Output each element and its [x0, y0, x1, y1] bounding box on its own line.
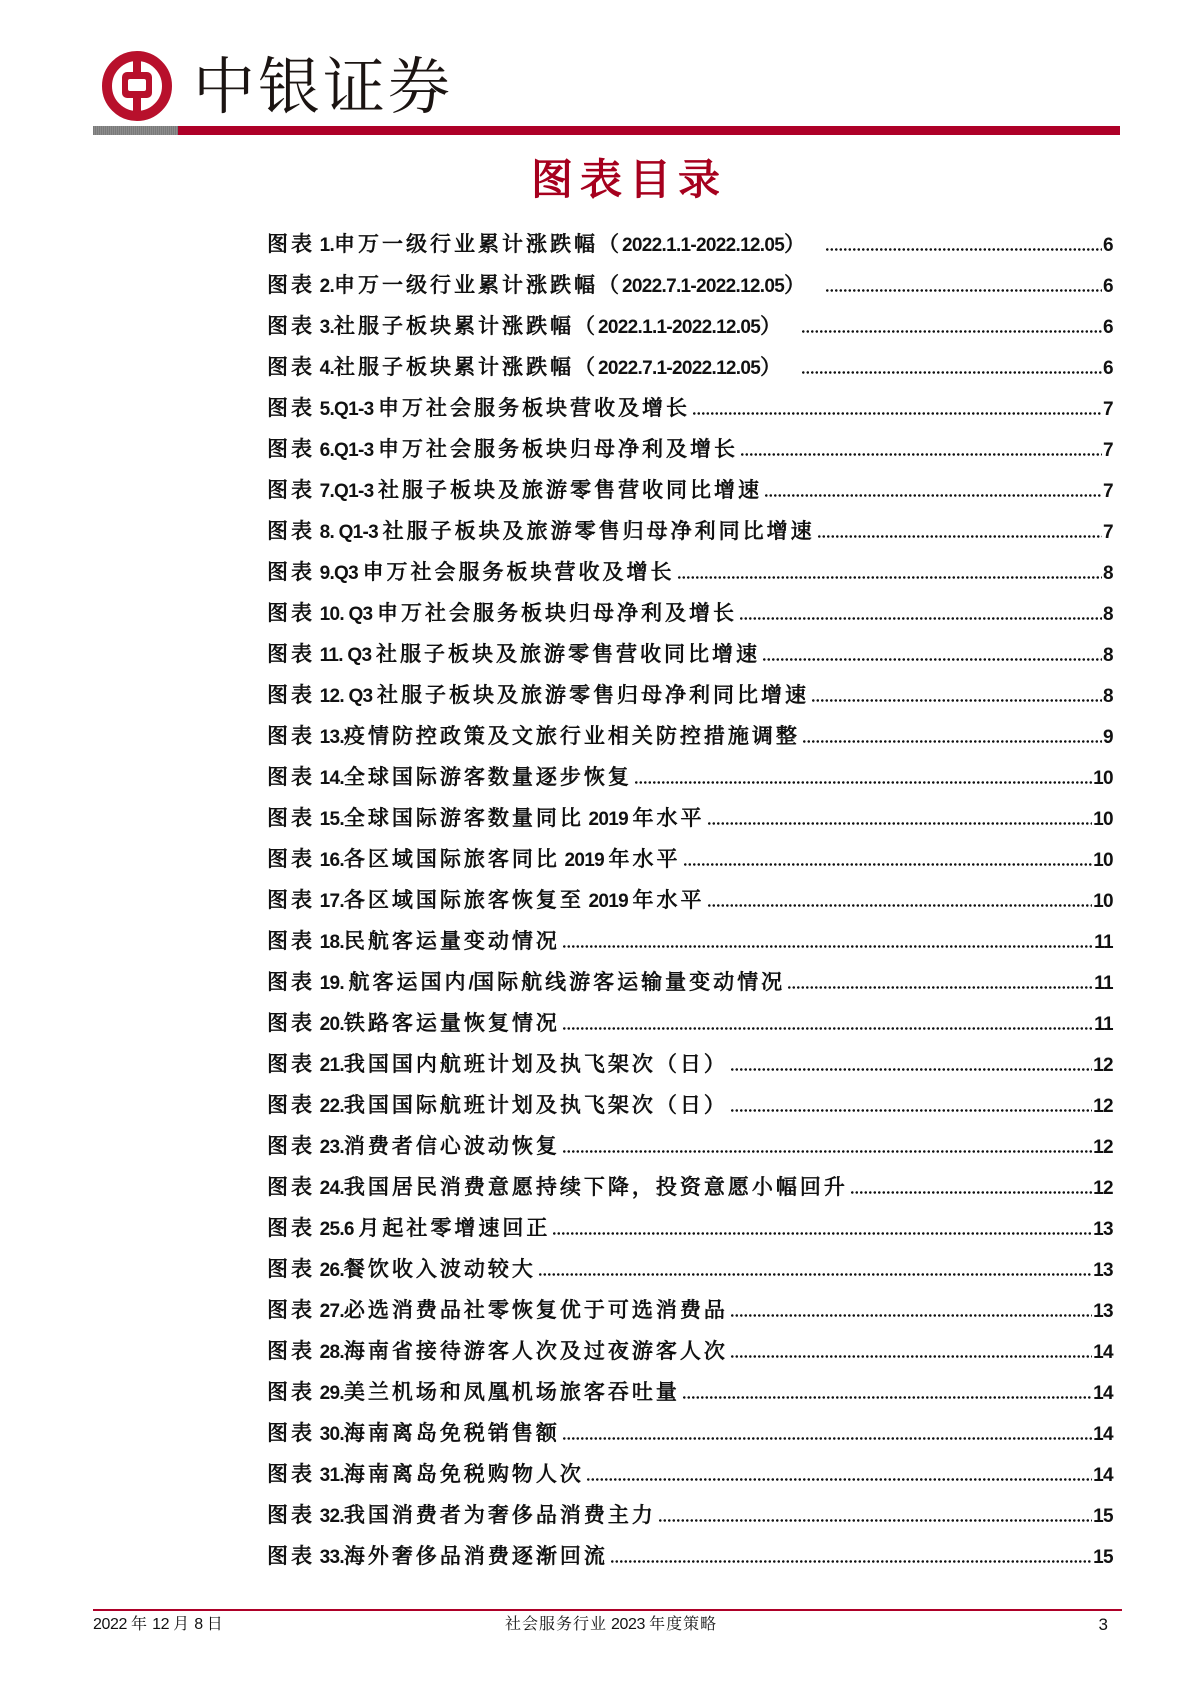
dot-leader [611, 1560, 1092, 1563]
toc-entry-label[interactable]: 图表 17.各区域国际旅客恢复至 2019 年水平 [267, 888, 705, 912]
toc-entry-label[interactable]: 图表 29.美兰机场和凤凰机场旅客吞吐量 [267, 1380, 680, 1404]
dot-leader [563, 1027, 1093, 1030]
dot-leader [708, 822, 1093, 825]
toc-entry-label[interactable]: 图表 28.海南省接待游客人次及过夜游客人次 [267, 1339, 728, 1363]
toc-entry-label[interactable]: 图表 15.全球国际游客数量同比 2019 年水平 [267, 806, 705, 830]
toc-entry-page[interactable]: 10 [1093, 768, 1113, 789]
toc-entry[interactable] [267, 224, 1113, 265]
toc-entry-label[interactable]: 图表 32.我国消费者为奢侈品消费主力 [267, 1503, 656, 1527]
dot-leader [731, 1109, 1092, 1112]
dot-leader [763, 658, 1102, 661]
toc-entry[interactable] [267, 1536, 1113, 1577]
toc-entry-page[interactable]: 7 [1103, 440, 1113, 461]
dot-leader [851, 1191, 1092, 1194]
toc-entry-page[interactable]: 11 [1094, 973, 1113, 994]
toc-entry-label[interactable]: 图表 4.社服子板块累计涨跌幅（2022.7.1-2022.12.05） [267, 355, 785, 379]
toc-entry-label[interactable]: 图表 21.我国国内航班计划及执飞架次（日） [267, 1052, 728, 1076]
company-name: 中银证券 [193, 54, 454, 122]
toc-entry-page[interactable]: 12 [1093, 1096, 1113, 1117]
toc-entry-label[interactable]: 图表 23.消费者信心波动恢复 [267, 1134, 560, 1158]
toc-entry-label[interactable]: 图表 25.6 月起社零增速回正 [267, 1216, 551, 1240]
toc-entry[interactable] [267, 1372, 1113, 1413]
toc-entry[interactable] [267, 880, 1113, 921]
toc-entry-label[interactable]: 图表 3.社服子板块累计涨跌幅（2022.1.1-2022.12.05） [267, 314, 785, 338]
toc-entry-label[interactable]: 图表 12. Q3 社服子板块及旅游零售归母净利同比增速 [267, 683, 809, 707]
toc-entry[interactable] [267, 1495, 1113, 1536]
toc-entry[interactable] [267, 1454, 1113, 1495]
dot-leader [803, 740, 1102, 743]
dot-leader [826, 289, 1102, 292]
footer-divider [93, 1609, 1122, 1611]
bank-of-china-logo-icon [100, 49, 174, 123]
toc-entry-page[interactable]: 10 [1093, 809, 1113, 830]
toc-entry[interactable] [267, 1413, 1113, 1454]
toc-entry-label[interactable]: 图表 16.各区域国际旅客同比 2019 年水平 [267, 847, 681, 871]
toc-entry[interactable] [267, 962, 1113, 1003]
toc-entry-page[interactable]: 11 [1094, 1014, 1113, 1035]
toc-entry-label[interactable]: 图表 20.铁路客运量恢复情况 [267, 1011, 560, 1035]
toc-entry[interactable] [267, 1044, 1113, 1085]
toc-entry-label[interactable]: 图表 22.我国国际航班计划及执飞架次（日） [267, 1093, 728, 1117]
toc-entry-label[interactable]: 图表 9.Q3 申万社会服务板块营收及增长 [267, 560, 675, 584]
toc-entry[interactable] [267, 675, 1113, 716]
toc-entry-page[interactable]: 10 [1093, 891, 1113, 912]
dot-leader [812, 699, 1102, 702]
toc-entry[interactable] [267, 1249, 1113, 1290]
toc-entry-label[interactable]: 图表 30.海南离岛免税销售额 [267, 1421, 560, 1445]
toc-entry-page[interactable]: 15 [1093, 1547, 1113, 1568]
dot-leader [563, 1437, 1092, 1440]
toc-entry-page[interactable]: 14 [1093, 1383, 1113, 1404]
toc-entry-page[interactable]: 14 [1093, 1465, 1113, 1486]
toc-entry[interactable] [267, 1167, 1113, 1208]
dot-leader [802, 371, 1102, 374]
dot-leader [659, 1519, 1092, 1522]
toc-entry-page[interactable]: 7 [1103, 522, 1113, 543]
toc-entry[interactable] [267, 798, 1113, 839]
toc-entry[interactable] [267, 634, 1113, 675]
dot-leader [740, 617, 1102, 620]
toc-entry-label[interactable]: 图表 5.Q1-3 申万社会服务板块营收及增长 [267, 396, 691, 420]
toc-entry-page[interactable]: 14 [1093, 1424, 1113, 1445]
toc-entry-label[interactable]: 图表 31.海南离岛免税购物人次 [267, 1462, 584, 1486]
toc-entry-label[interactable]: 图表 33.海外奢侈品消费逐渐回流 [267, 1544, 608, 1568]
toc-entry[interactable] [267, 1290, 1113, 1331]
toc-entry-page[interactable]: 14 [1093, 1342, 1113, 1363]
toc-entry-label[interactable]: 图表 11. Q3 社服子板块及旅游零售营收同比增速 [267, 642, 760, 666]
toc-entry-label[interactable]: 图表 8. Q1-3 社服子板块及旅游零售归母净利同比增速 [267, 519, 815, 543]
toc-entry-page[interactable]: 9 [1103, 727, 1113, 748]
dot-leader [683, 1396, 1092, 1399]
toc-entry[interactable] [267, 1208, 1113, 1249]
toc-entry[interactable] [267, 470, 1113, 511]
dot-leader [635, 781, 1092, 784]
dot-leader [788, 986, 1093, 989]
toc-entry-page[interactable]: 13 [1093, 1260, 1113, 1281]
header-bar-red [178, 126, 1120, 135]
toc-entry-label[interactable]: 图表 10. Q3 申万社会服务板块归母净利及增长 [267, 601, 737, 625]
footer-date: 2022 年 12 月 8 日 [93, 1616, 224, 1633]
dot-leader [818, 535, 1102, 538]
toc-entry-page[interactable]: 8 [1103, 563, 1113, 584]
toc-entry-page[interactable]: 6 [1103, 276, 1113, 297]
toc-entry-label[interactable]: 图表 6.Q1-3 申万社会服务板块归母净利及增长 [267, 437, 739, 461]
dot-leader [708, 904, 1093, 907]
toc-entry[interactable] [267, 1085, 1113, 1126]
toc-entry[interactable] [267, 347, 1113, 388]
toc-entry-page[interactable]: 15 [1093, 1506, 1113, 1527]
toc-entry-page[interactable]: 7 [1103, 481, 1113, 502]
dot-leader [563, 1150, 1092, 1153]
toc-entry-page[interactable]: 13 [1093, 1219, 1113, 1240]
toc-entry[interactable] [267, 388, 1113, 429]
toc-entry[interactable] [267, 1331, 1113, 1372]
dot-leader [587, 1478, 1092, 1481]
toc-entry-label[interactable]: 图表 18.民航客运量变动情况 [267, 929, 560, 953]
page-title: 图表目录 [531, 158, 728, 204]
toc-entry-page[interactable]: 8 [1103, 686, 1113, 707]
toc-entry[interactable] [267, 593, 1113, 634]
toc-entry-page[interactable]: 7 [1103, 399, 1113, 420]
dot-leader [678, 576, 1102, 579]
toc-entry[interactable] [267, 1126, 1113, 1167]
dot-leader [731, 1068, 1092, 1071]
dot-leader [539, 1273, 1092, 1276]
toc-entry-page[interactable]: 12 [1093, 1178, 1113, 1199]
toc-entry-page[interactable]: 10 [1093, 850, 1113, 871]
toc-entry-label[interactable]: 图表 2.申万一级行业累计涨跌幅（2022.7.1-2022.12.05） [267, 273, 809, 297]
toc-entry-page[interactable]: 8 [1103, 645, 1113, 666]
toc-entry-page[interactable]: 12 [1093, 1055, 1113, 1076]
dot-leader [563, 945, 1093, 948]
toc-entry-label[interactable]: 图表 19. 航客运国内/国际航线游客运输量变动情况 [267, 970, 786, 994]
toc-entry-page[interactable]: 11 [1094, 932, 1113, 953]
toc-entry-label[interactable]: 图表 24.我国居民消费意愿持续下降，投资意愿小幅回升 [267, 1175, 848, 1199]
toc-entry[interactable] [267, 306, 1113, 347]
toc-entry[interactable] [267, 429, 1113, 470]
toc-entry-page[interactable]: 6 [1103, 317, 1113, 338]
dot-leader [802, 330, 1102, 333]
footer-page-number: 3 [1098, 1615, 1108, 1634]
toc-entry-page[interactable]: 6 [1103, 358, 1113, 379]
toc-entry[interactable] [267, 716, 1113, 757]
toc-entry-label[interactable]: 图表 27.必选消费品社零恢复优于可选消费品 [267, 1298, 728, 1322]
toc-entry[interactable] [267, 757, 1113, 798]
toc-entry-label[interactable]: 图表 7.Q1-3 社服子板块及旅游零售营收同比增速 [267, 478, 763, 502]
toc-entry-page[interactable]: 12 [1093, 1137, 1113, 1158]
toc-entry[interactable] [267, 265, 1113, 306]
figure-list [267, 224, 1113, 1577]
toc-entry[interactable] [267, 552, 1113, 593]
dot-leader [765, 494, 1102, 497]
footer-report-title: 社会服务行业 2023 年度策略 [505, 1616, 718, 1633]
dot-leader [684, 863, 1093, 866]
header-bar-gray [93, 126, 178, 135]
toc-entry-label[interactable]: 图表 1.申万一级行业累计涨跌幅（2022.1.1-2022.12.05） [267, 232, 809, 256]
dot-leader [741, 453, 1102, 456]
toc-entry[interactable] [267, 839, 1113, 880]
toc-entry[interactable] [267, 921, 1113, 962]
dot-leader [731, 1314, 1092, 1317]
toc-entry-page[interactable]: 13 [1093, 1301, 1113, 1322]
dot-leader [731, 1355, 1092, 1358]
toc-entry[interactable] [267, 1003, 1113, 1044]
dot-leader [826, 248, 1102, 251]
toc-entry-page[interactable]: 8 [1103, 604, 1113, 625]
toc-entry[interactable] [267, 511, 1113, 552]
toc-entry-label[interactable]: 图表 26.餐饮收入波动较大 [267, 1257, 536, 1281]
toc-entry-label[interactable]: 图表 14.全球国际游客数量逐步恢复 [267, 765, 632, 789]
toc-entry-label[interactable]: 图表 13.疫情防控政策及文旅行业相关防控措施调整 [267, 724, 800, 748]
toc-entry-page[interactable]: 6 [1103, 235, 1113, 256]
dot-leader [553, 1232, 1092, 1235]
dot-leader [693, 412, 1102, 415]
